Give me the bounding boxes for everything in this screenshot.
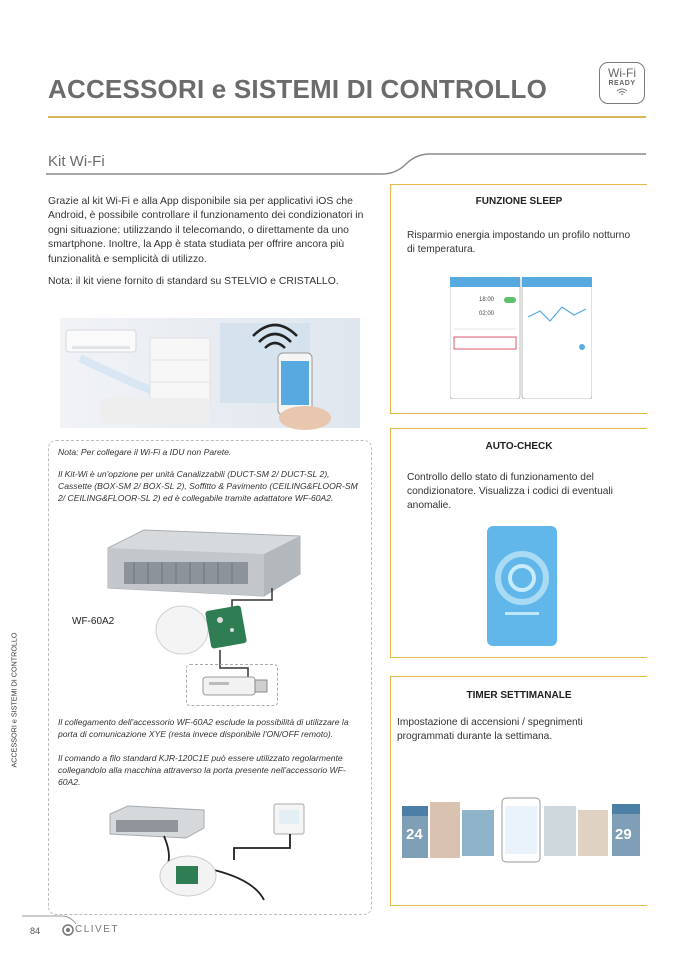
wifi-stick-image [187, 665, 277, 705]
wifi-stick-frame [186, 664, 278, 706]
intro-paragraph: Grazie al kit Wi-Fi e alla App disponibile sia per applicativi iOS che Android, è possibile controllare il funzionamento dei condizionatori in ogni situazione: utilizzando il telecomando, o direttamente da uno smartphone. Inoltre, la App è stata studiata per offrire ancora più funzionalità e semplicità di utilizzo. [48, 196, 364, 265]
side-section-label: ACCESSORI e SISTEMI DI CONTROLLO [9, 632, 19, 768]
section-title: Kit Wi-Fi [48, 153, 105, 170]
feature-text-timer: Impostazione di accensioni / spegnimenti programmati durante la settimana. [397, 717, 583, 743]
autocheck-app-screen [487, 526, 557, 646]
adapter-label: WF-60A2 [72, 616, 115, 627]
sleep-app-screens [450, 277, 592, 399]
page-title: ACCESSORI e SISTEMI DI CONTROLLO [48, 74, 547, 104]
wf60a2-adapter-image [150, 600, 260, 660]
sleep-time-end: 02:00 [479, 311, 495, 317]
weekly-timer-collage [402, 792, 642, 867]
badge-ready-text: READY [608, 80, 636, 87]
calendar-day-right: 29 [615, 826, 632, 843]
page-number: 84 [30, 926, 41, 936]
note-wired-controller: Il comando a filo standard KJR-120C1E può essere utilizzato regolarmente collegandolo alla macchina attraverso la porta presente nell'accessorio WF-60A2. [58, 753, 346, 788]
feature-title-autocheck: AUTO-CHECK [485, 441, 553, 452]
intro-text [48, 195, 366, 297]
section-divider [44, 150, 648, 178]
intro-note: Nota: il kit viene fornito di standard su STELVIO e CRISTALLO. [48, 276, 339, 288]
wifi-signal-icon [600, 88, 644, 98]
room-wifi-illustration [60, 318, 360, 438]
feature-text-autocheck: Controllo dello stato di funzionamento del condizionatore. Visualizza i codici di eventuali anomalie. [407, 472, 613, 512]
feature-title-sleep: FUNZIONE SLEEP [475, 196, 563, 207]
sleep-time-start: 18:00 [479, 297, 495, 303]
feature-card-timer [390, 676, 647, 906]
badge-wifi-text: Wi-Fi [608, 66, 636, 80]
note-idu: Nota: Per collegare il Wi-Fi a IDU non Parete. [58, 447, 232, 457]
calendar-day-left: 24 [406, 826, 423, 843]
title-rule [48, 116, 646, 118]
note-kit-wifi: Il Kit-Wi è un'opzione per unità Canalizzabili (DUCT-SM 2/ DUCT-SL 2), Cassette (BOX-SM 2/ BOX-SL 2), Soffitto & Pavimento (CEILING&FLOOR-SM 2/ CEILING&FLOOR-SL 2) ed è collegabile tramite adattatore WF-60A2. [58, 469, 358, 504]
feature-text-sleep: Risparmio energia impostando un profilo notturno di temperatura. [407, 230, 631, 256]
brand-name: CLIVET [75, 924, 120, 935]
wired-controller-image [104, 800, 334, 905]
note-xye-port: Il collegamento dell'accessorio WF-60A2 esclude la possibilità di utilizzare la porta di comunicazione XYE (resta invece disponibile l'ON/OFF remoto). [58, 717, 349, 740]
wifi-ready-badge [599, 62, 645, 104]
clivet-logo-icon [62, 924, 74, 936]
feature-title-timer: TIMER SETTIMANALE [466, 690, 572, 701]
